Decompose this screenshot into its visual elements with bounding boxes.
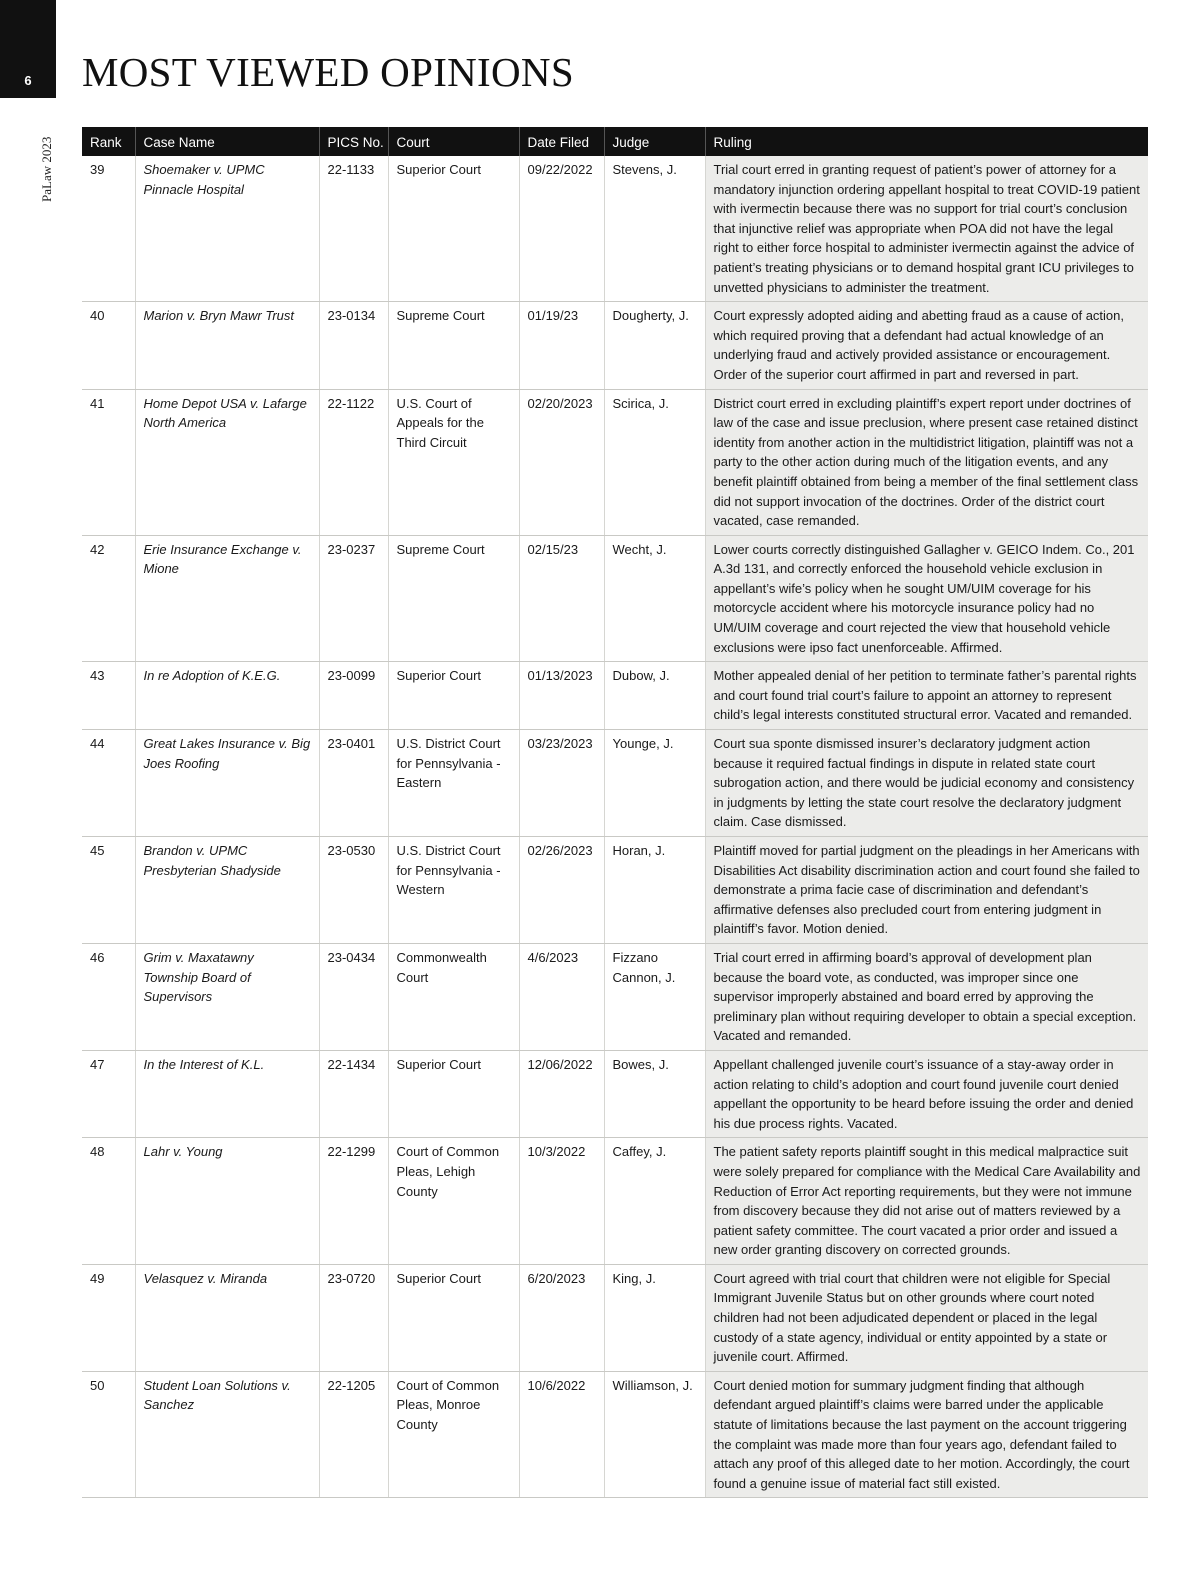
cell-court: U.S. District Court for Pennsylvania - Western xyxy=(388,837,519,944)
cell-judge: Younge, J. xyxy=(604,730,705,837)
cell-judge: Fizzano Cannon, J. xyxy=(604,943,705,1050)
cell-court: Court of Common Pleas, Lehigh County xyxy=(388,1138,519,1265)
cell-ruling: Court denied motion for summary judgment finding that although defendant argued plaintiff’s claims were barred under the applicable statute of limitations because the last payment on the account triggering the complaint was made more than four years ago, defendant failed to attach any proof of this alleged date to her motion. Accordingly, the court found a genuine issue of material fact still existed. xyxy=(705,1371,1148,1498)
cell-court: Superior Court xyxy=(388,1264,519,1371)
header-rank: Rank xyxy=(82,127,135,156)
cell-rank: 48 xyxy=(82,1138,135,1265)
cell-date-filed: 01/19/23 xyxy=(519,302,604,389)
table-row xyxy=(82,156,1148,302)
cell-court: Court of Common Pleas, Monroe County xyxy=(388,1371,519,1498)
table-row xyxy=(82,535,1148,662)
cell-court: Supreme Court xyxy=(388,535,519,662)
cell-rank: 49 xyxy=(82,1264,135,1371)
cell-court: Superior Court xyxy=(388,662,519,730)
cell-judge: Dougherty, J. xyxy=(604,302,705,389)
publication-side-label: PaLaw 2023 xyxy=(39,136,54,202)
cell-ruling: Court agreed with trial court that children were not eligible for Special Immigrant Juvenile Status but on other grounds where court noted children had not been adjudicated dependent or placed in the legal custody of a state agency, individual or entity appointed by a state or juvenile court. Affirmed. xyxy=(705,1264,1148,1371)
cell-ruling: Lower courts correctly distinguished Gallagher v. GEICO Indem. Co., 201 A.3d 131, and correctly enforced the household vehicle exclusion in appellant’s wife’s policy when he sought UM/UIM coverage for his motorcycle accident where his motorcycle insurance policy had no UM/UIM coverage and court rejected the view that household vehicle exclusions were ipso fact unenforceable. Affirmed. xyxy=(705,535,1148,662)
cell-date-filed: 02/20/2023 xyxy=(519,389,604,535)
table-row xyxy=(82,1264,1148,1371)
cell-rank: 47 xyxy=(82,1050,135,1137)
cell-date-filed: 12/06/2022 xyxy=(519,1050,604,1137)
cell-date-filed: 6/20/2023 xyxy=(519,1264,604,1371)
cell-judge: Wecht, J. xyxy=(604,535,705,662)
cell-pics-no: 22-1205 xyxy=(319,1371,388,1498)
cell-judge: King, J. xyxy=(604,1264,705,1371)
cell-ruling: District court erred in excluding plaintiff’s expert report under doctrines of law of the case and issue preclusion, where present case retained distinct identity from another action in the multidistrict litigation, plaintiff was not a party to the other action during much of the litigation events, and any benefit plaintiff obtained from being a member of the final settlement class did not support invocation of the doctrines. Order of the district court vacated, case remanded. xyxy=(705,389,1148,535)
cell-court: Commonwealth Court xyxy=(388,943,519,1050)
cell-pics-no: 22-1133 xyxy=(319,156,388,302)
cell-judge: Scirica, J. xyxy=(604,389,705,535)
table-row xyxy=(82,302,1148,389)
table-row xyxy=(82,1050,1148,1137)
cell-pics-no: 22-1299 xyxy=(319,1138,388,1265)
header-ruling: Ruling xyxy=(705,127,1148,156)
cell-ruling: Mother appealed denial of her petition to terminate father’s parental rights and court found trial court’s failure to appoint an attorney to represent child’s legal interests constituted structural error. Vacated and remanded. xyxy=(705,662,1148,730)
table-row xyxy=(82,1371,1148,1498)
cell-ruling: Court expressly adopted aiding and abetting fraud as a cause of action, which required proving that a defendant had actual knowledge of an underlying fraud and actively provided assistance or encouragement. Order of the superior court affirmed in part and reversed in part. xyxy=(705,302,1148,389)
header-row xyxy=(82,127,1148,156)
cell-ruling: Appellant challenged juvenile court’s issuance of a stay-away order in action relating to child’s adoption and court found juvenile court denied appellant the opportunity to be heard before issuing the order and denied his due process rights. Vacated. xyxy=(705,1050,1148,1137)
cell-rank: 41 xyxy=(82,389,135,535)
cell-pics-no: 22-1434 xyxy=(319,1050,388,1137)
table-row xyxy=(82,837,1148,944)
cell-pics-no: 23-0720 xyxy=(319,1264,388,1371)
cell-judge: Bowes, J. xyxy=(604,1050,705,1137)
cell-case-name: Great Lakes Insurance v. Big Joes Roofing xyxy=(135,730,319,837)
cell-case-name: Brandon v. UPMC Presbyterian Shadyside xyxy=(135,837,319,944)
cell-date-filed: 4/6/2023 xyxy=(519,943,604,1050)
cell-date-filed: 01/13/2023 xyxy=(519,662,604,730)
cell-rank: 42 xyxy=(82,535,135,662)
cell-ruling: The patient safety reports plaintiff sought in this medical malpractice suit were solely prepared for compliance with the Medical Care Availability and Reduction of Error Act reporting requirements, but they were not immune from discovery because they did not arise out of matters reviewed by a patient safety committee. The court vacated a prior order and issued a new order granting discovery on corrected grounds. xyxy=(705,1138,1148,1265)
cell-date-filed: 02/15/23 xyxy=(519,535,604,662)
cell-court: U.S. Court of Appeals for the Third Circuit xyxy=(388,389,519,535)
cell-judge: Stevens, J. xyxy=(604,156,705,302)
cell-court: Supreme Court xyxy=(388,302,519,389)
table-row xyxy=(82,943,1148,1050)
table-row xyxy=(82,1138,1148,1265)
cell-date-filed: 09/22/2022 xyxy=(519,156,604,302)
cell-ruling: Trial court erred in granting request of patient’s power of attorney for a mandatory injunction ordering appellant hospital to treat COVID-19 patient with ivermectin because there was no support for trial court’s conclusion that injunctive relief was appropriate when POA did not have the legal right to either force hospital to administer ivermectin against the advice of patient’s treating physicians or to demand hospital grant ICU privileges to unvetted physicians to administer the treatment. xyxy=(705,156,1148,302)
cell-case-name: Student Loan Solutions v. Sanchez xyxy=(135,1371,319,1498)
cell-case-name: Shoemaker v. UPMC Pinnacle Hospital xyxy=(135,156,319,302)
cell-case-name: In re Adoption of K.E.G. xyxy=(135,662,319,730)
cell-ruling: Court sua sponte dismissed insurer’s declaratory judgment action because it required factual findings in dispute in related state court subrogation action, and there would be judicial economy and consistency in judgments by letting the state court resolve the declaratory judgment claim. Case dismissed. xyxy=(705,730,1148,837)
cell-pics-no: 23-0237 xyxy=(319,535,388,662)
cell-rank: 40 xyxy=(82,302,135,389)
header-date-filed: Date Filed xyxy=(519,127,604,156)
table-row xyxy=(82,389,1148,535)
cell-court: Superior Court xyxy=(388,1050,519,1137)
cell-date-filed: 10/6/2022 xyxy=(519,1371,604,1498)
cell-case-name: Lahr v. Young xyxy=(135,1138,319,1265)
cell-ruling: Trial court erred in affirming board’s approval of development plan because the board vote, as conducted, was improper since one supervisor improperly abstained and board erred by approving the preliminary plan without requiring developer to obtain a special exception. Vacated and remanded. xyxy=(705,943,1148,1050)
header-judge: Judge xyxy=(604,127,705,156)
cell-rank: 50 xyxy=(82,1371,135,1498)
table-row xyxy=(82,662,1148,730)
cell-date-filed: 10/3/2022 xyxy=(519,1138,604,1265)
cell-case-name: Marion v. Bryn Mawr Trust xyxy=(135,302,319,389)
cell-date-filed: 02/26/2023 xyxy=(519,837,604,944)
cell-rank: 39 xyxy=(82,156,135,302)
header-pics-no: PICS No. xyxy=(319,127,388,156)
cell-pics-no: 23-0530 xyxy=(319,837,388,944)
cell-case-name: Grim v. Maxatawny Township Board of Supervisors xyxy=(135,943,319,1050)
cell-pics-no: 23-0401 xyxy=(319,730,388,837)
cell-judge: Dubow, J. xyxy=(604,662,705,730)
cell-pics-no: 22-1122 xyxy=(319,389,388,535)
table-row xyxy=(82,730,1148,837)
cell-rank: 43 xyxy=(82,662,135,730)
table-body xyxy=(82,156,1148,1498)
cell-case-name: In the Interest of K.L. xyxy=(135,1050,319,1137)
cell-rank: 45 xyxy=(82,837,135,944)
cell-pics-no: 23-0134 xyxy=(319,302,388,389)
header-court: Court xyxy=(388,127,519,156)
cell-judge: Horan, J. xyxy=(604,837,705,944)
opinions-table xyxy=(82,127,1148,1498)
cell-court: Superior Court xyxy=(388,156,519,302)
cell-court: U.S. District Court for Pennsylvania - Eastern xyxy=(388,730,519,837)
page-number-tab xyxy=(0,0,56,98)
cell-judge: Caffey, J. xyxy=(604,1138,705,1265)
page-title: MOST VIEWED OPINIONS xyxy=(82,49,574,95)
cell-case-name: Velasquez v. Miranda xyxy=(135,1264,319,1371)
cell-pics-no: 23-0434 xyxy=(319,943,388,1050)
cell-case-name: Erie Insurance Exchange v. Mione xyxy=(135,535,319,662)
header-case-name: Case Name xyxy=(135,127,319,156)
cell-rank: 46 xyxy=(82,943,135,1050)
cell-case-name: Home Depot USA v. Lafarge North America xyxy=(135,389,319,535)
cell-pics-no: 23-0099 xyxy=(319,662,388,730)
page-number: 6 xyxy=(24,73,32,88)
cell-ruling: Plaintiff moved for partial judgment on the pleadings in her Americans with Disabilities Act disability discrimination action and court found she failed to demonstrate a prima facie case of discrimination and defendant’s affirmative defenses also precluded court from entering judgment in plaintiff’s favor. Motion denied. xyxy=(705,837,1148,944)
table-header xyxy=(82,127,1148,156)
cell-date-filed: 03/23/2023 xyxy=(519,730,604,837)
cell-rank: 44 xyxy=(82,730,135,837)
cell-judge: Williamson, J. xyxy=(604,1371,705,1498)
